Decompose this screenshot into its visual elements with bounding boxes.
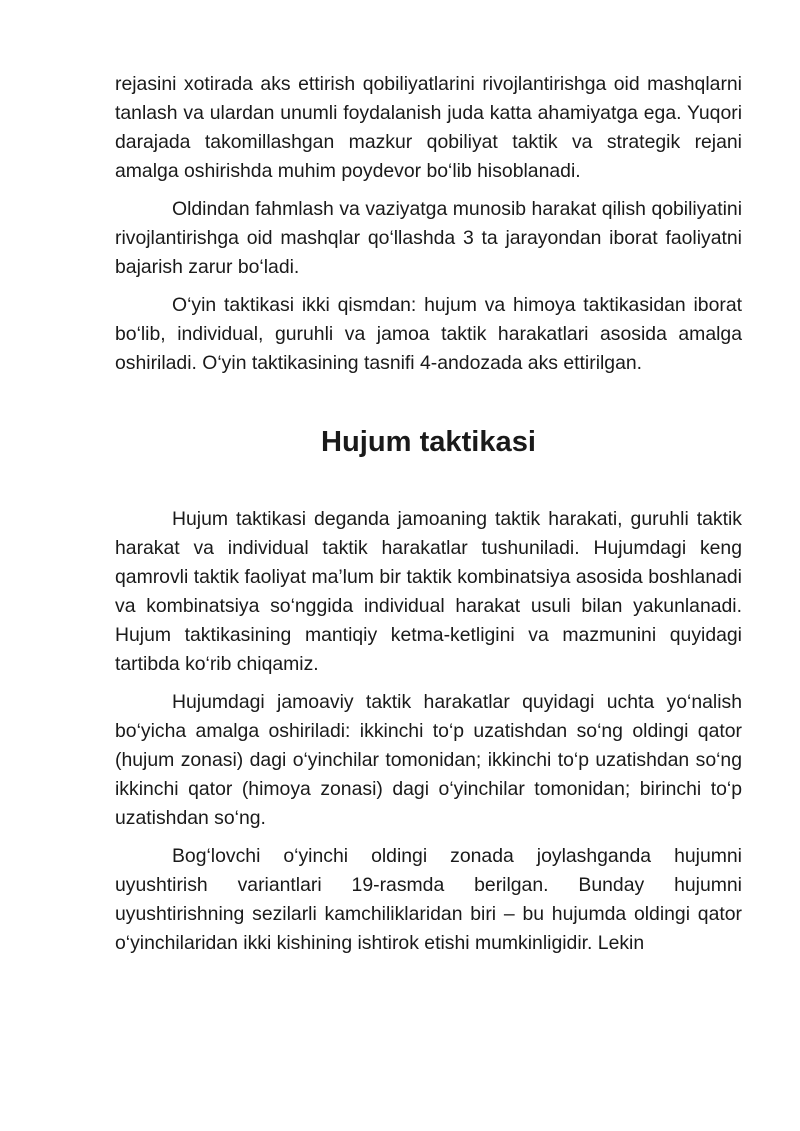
section-heading: Hujum taktikasi (321, 426, 536, 458)
paragraph-game-tactics: O‘yin taktikasi ikki qismdan: hujum va himoya taktikasidan iborat bo‘lib, individual, guruhli va jamoa taktik harakatlari asosida amalga oshiriladi. O‘yin taktikasining tasnifi 4-andozada aks ettirilgan. (115, 294, 742, 374)
paragraph-attack-tactics: Hujum taktikasi deganda jamoaning taktik harakati, guruhli taktik harakat va individual taktik harakatlar tushuniladi. Hujumdagi keng qamrovli taktik faoliyat ma’lum bir taktik kombinatsiya asosida boshlanadi va kombinatsiya so‘nggida individual harakat usuli bilan yakunlanadi. Hujum taktikasining mantiqiy ketma-ketligini va mazmunini quyidagi tartibda ko‘rib chiqamiz. (115, 508, 742, 675)
paragraph-anticipation: Oldindan fahmlash va vaziyatga munosib harakat qilish qobiliyatini rivojlantirishga oid mashqlar qo‘llashda 3 ta jarayondan iborat faoliyatni bajarish zarur bo‘ladi. (115, 198, 742, 278)
paragraph-setter-variants: Bog‘lovchi o‘yinchi oldingi zonada joylashganda hujumni uyushtirish variantlari 19-rasmda berilgan. Bunday hujumni uyushtirishning sezilarli kamchiliklaridan biri – bu hujumda oldingi qator o‘yinchilaridan ikki kishining ishtirok etishi mumkinligidir. Lekin (115, 845, 742, 954)
paragraph-team-actions: Hujumdagi jamoaviy taktik harakatlar quyidagi uchta yo‘nalish bo‘yicha amalga oshiriladi: ikkinchi to‘p uzatishdan so‘ng oldingi qator (hujum zonasi) dagi o‘yinchilar tomonidan; ikkinchi to‘p uzatishdan so‘ng ikkinchi qator (himoya zonasi) dagi o‘yinchilar tomonidan; birinchi to‘p uzatishdan so‘ng. (115, 691, 742, 829)
page-body (115, 70, 742, 967)
paragraph-continuation: rejasini xotirada aks ettirish qobiliyatlarini rivojlantirishga oid mashqlarni tanlash va ulardan unumli foydalanish juda katta ahamiyatga ega. Yuqori darajada takomillashgan mazkur qobiliyat taktik va strategik rejani amalga oshirishda muhim poydevor bo‘lib hisoblanadi. (115, 73, 742, 182)
